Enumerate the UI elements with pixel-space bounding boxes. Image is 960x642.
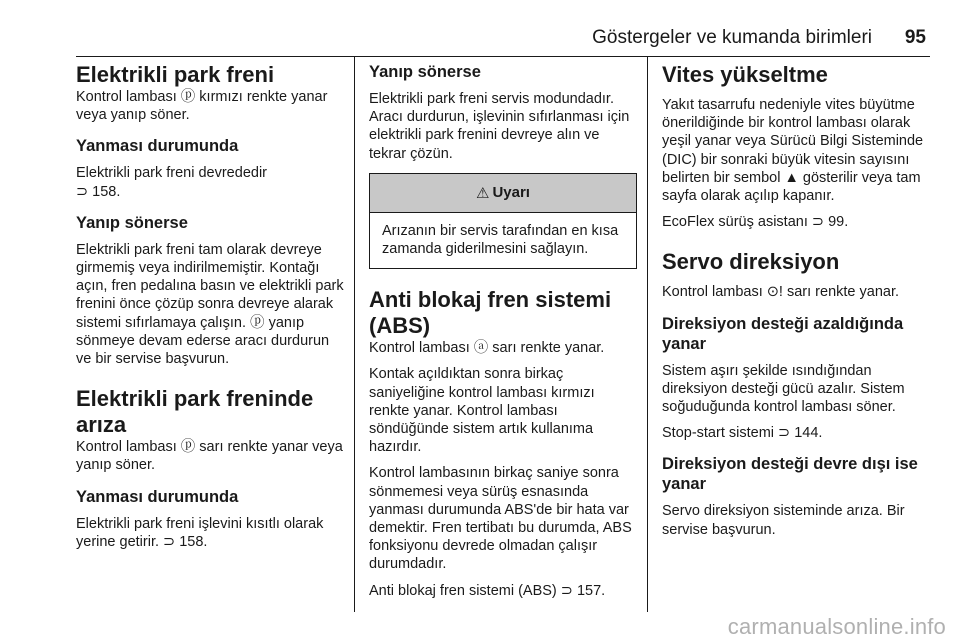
- column-divider-2: [647, 56, 648, 612]
- page-header: [76, 27, 930, 53]
- warning-box: [369, 173, 637, 269]
- fault-lit-heading: Yanması durumunda: [76, 487, 239, 506]
- abs-heading: Anti blokaj fren sistemi (ABS): [369, 287, 612, 339]
- fault-lit-text: Elektrikli park freni işlevini kısıtlı olarak yerine getirir. ⊃ 158.: [76, 515, 324, 550]
- flash-heading: Yanıp sönerse: [76, 213, 188, 232]
- off-text: Servo direksiyon sisteminde arıza. Bir servise başvurun.: [662, 503, 905, 538]
- reduced-text-2: Stop-start sistemi ⊃ 144.: [662, 425, 823, 442]
- reduced-heading: Direksiyon desteği azaldığında yanar: [662, 314, 904, 353]
- abs-text-3: Kontrol lambasının birkaç saniye sonra sönmemesi veya sürüş esnasında yanması durumunda ABS'de bir hata var demektir. Fren tertibatı bu durumda, ABS fonksiyonu devrede olmadan çalışır durumdadır.: [369, 465, 632, 573]
- flash-text-2: Elektrikli park freni servis modundadır. Aracı durdurun, işlevinin sıfırlanması için elektrikli park frenini devreye alın ve tekrar çözün.: [369, 91, 630, 162]
- gear-heading: Vites yükseltme: [662, 62, 828, 87]
- column-right: [662, 62, 930, 539]
- column-left: [76, 62, 344, 551]
- warning-text: Arızanın bir servis tarafından en kısa zamanda giderilmesini sağlayın.: [382, 222, 619, 258]
- column-divider-1: [354, 56, 355, 612]
- park-brake-heading: Elektrikli park freni: [76, 62, 275, 87]
- reduced-text-1: Sistem aşırı şekilde ısındığından direksiyon desteği gücü azalır. Sistem soğuduğunda kontrol lambası söner.: [662, 362, 905, 416]
- fault-heading: Elektrikli park freninde arıza: [76, 386, 314, 438]
- column-middle: [369, 62, 637, 600]
- flash-text: Elektrikli park freni tam olarak devreye girmemiş veya indirilmemiştir. Kontağı açın, fren pedalına basın ve elektrikli park frenini önce çözüp sonra devreye alarak sistemi sıfırlamaya çalışın. ⓟ yanıp sönmeye devam ederse aracı durdurun ve bir servise başvurun.: [76, 241, 344, 368]
- lit-heading: Yanması durumunda: [76, 137, 239, 156]
- off-heading: Direksiyon desteği devre dışı ise yanar: [662, 455, 918, 494]
- watermark-link[interactable]: carmanualsonline.info: [727, 614, 946, 639]
- fault-text: Kontrol lambası ⓟ sarı renkte yanar veya yanıp söner.: [76, 439, 343, 474]
- page-title: Göstergeler ve kumanda birimleri: [592, 27, 872, 48]
- header-divider: [76, 56, 930, 57]
- park-brake-text: Kontrol lambası ⓟ kırmızı renkte yanar veya yanıp söner.: [76, 89, 328, 124]
- warning-triangle-icon: ⚠: [476, 184, 490, 202]
- lit-text: Elektrikli park freni devrededir ⊃ 158.: [76, 165, 267, 200]
- warning-header: [370, 174, 636, 213]
- abs-text-2: Kontak açıldıktan sonra birkaç saniyeliğine kontrol lambası kırmızı renkte yanar. Kontrol lambası söndüğünde sistem artık kullanıma hazırdır.: [369, 366, 595, 456]
- warning-title: Uyarı: [492, 184, 530, 202]
- flash-heading-2: Yanıp sönerse: [369, 63, 481, 81]
- gear-text-2: EcoFlex sürüş asistanı ⊃ 99.: [662, 214, 849, 231]
- gear-text-1: Yakıt tasarrufu nedeniyle vites büyütme önerildiğinde bir kontrol lambası olarak yeşil yanar veya Sürücü Bilgi Sisteminde (DIC) bir sonraki büyük vitesin sayısını belirten bir sembol ▲ gösterilir veya tam sayfa olarak açılıp kapanır.: [662, 97, 924, 205]
- abs-text-4: Anti blokaj fren sistemi (ABS) ⊃ 157.: [369, 582, 606, 599]
- servo-text: Kontrol lambası ⊙! sarı renkte yanar.: [662, 284, 900, 301]
- page-number: 95: [904, 27, 926, 48]
- servo-heading: Servo direksiyon: [662, 249, 840, 275]
- abs-text-1: Kontrol lambası ⓐ sarı renkte yanar.: [369, 340, 605, 357]
